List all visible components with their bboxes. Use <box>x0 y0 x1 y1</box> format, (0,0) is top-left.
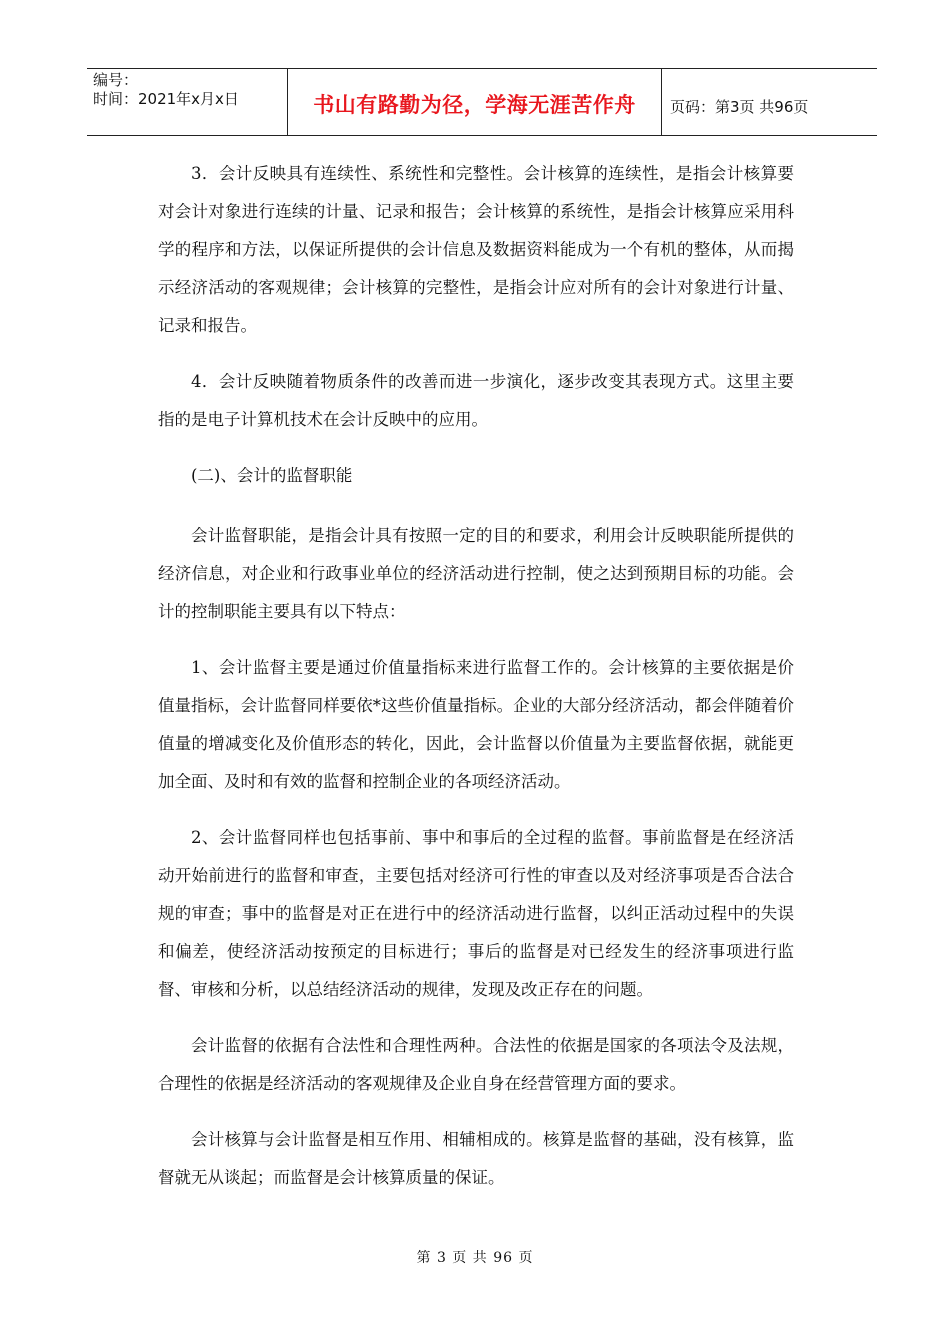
section-heading: (二)、会计的监督职能 <box>191 466 353 485</box>
paragraph: 会计监督的依据有合法性和合理性两种。合法性的依据是国家的各项法令及法规，合理性的依据是经济活动的客观规律及企业自身在经营管理方面的要求。 <box>158 1036 794 1093</box>
document-body <box>158 155 794 1215</box>
header-motto: 书山有路勤为径，学海无涯苦作舟 <box>288 69 662 135</box>
paragraph: 会计核算与会计监督是相互作用、相辅相成的。核算是监督的基础，没有核算，监督就无从谈起；而监督是会计核算质量的保证。 <box>158 1130 794 1187</box>
header-page-info: 页码：第3页 共96页 <box>670 97 809 116</box>
page-header <box>87 68 877 136</box>
paragraph: 3．会计反映具有连续性、系统性和完整性。会计核算的连续性，是指会计核算要对会计对象进行连续的计量、记录和报告；会计核算的系统性，是指会计核算应采用科学的程序和方法，以保证所提供的会计信息及数据资料能成为一个有机的整体，从而揭示经济活动的客观规律；会计核算的完整性，是指会计应对所有的会计对象进行计量、记录和报告。 <box>158 164 794 335</box>
paragraph: 1、会计监督主要是通过价值量指标来进行监督工作的。会计核算的主要依据是价值量指标，会计监督同样要依*这些价值量指标。企业的大部分经济活动，都会伴随着价值量的增减变化及价值形态的转化，因此，会计监督以价值量为主要监督依据，就能更加全面、及时和有效的监督和控制企业的各项经济活动。 <box>158 658 794 791</box>
paragraph: 4．会计反映随着物质条件的改善而进一步演化，逐步改变其表现方式。这里主要指的是电子计算机技术在会计反映中的应用。 <box>158 372 794 429</box>
paragraph: 会计监督职能，是指会计具有按照一定的目的和要求，利用会计反映职能所提供的经济信息，对企业和行政事业单位的经济活动进行控制，使之达到预期目标的功能。会计的控制职能主要具有以下特点： <box>158 526 794 621</box>
header-meta <box>87 69 288 135</box>
page-footer: 第 3 页 共 96 页 <box>416 1250 534 1266</box>
document-number: 编号： <box>93 71 139 89</box>
paragraph: 2、会计监督同样也包括事前、事中和事后的全过程的监督。事前监督是在经济活动开始前进行的监督和审查，主要包括对经济可行性的审查以及对经济事项是否合法合规的审查；事中的监督是对正在进行中的经济活动进行监督，以纠正活动过程中的失误和偏差，使经济活动按预定的目标进行；事后的监督是对已经发生的经济事项进行监督、审核和分析，以总结经济活动的规律，发现及改正存在的问题。 <box>158 828 794 999</box>
document-date: 时间：2021年x月x日 <box>93 90 239 108</box>
